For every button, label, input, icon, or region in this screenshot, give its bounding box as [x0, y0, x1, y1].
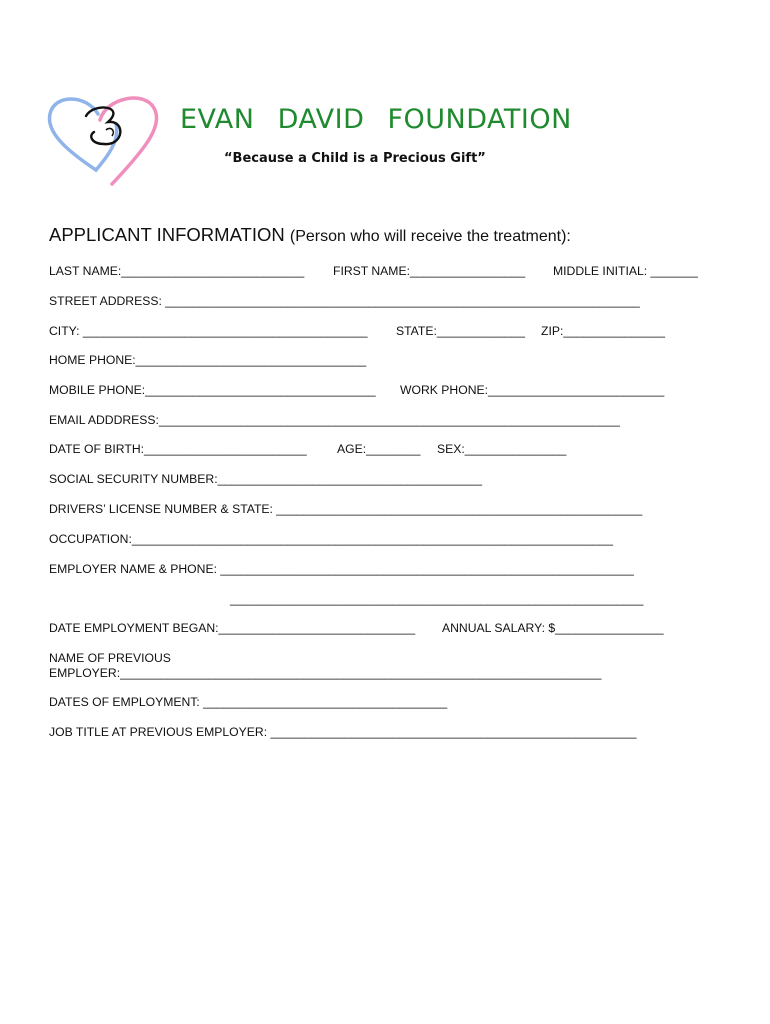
section-heading: [49, 224, 571, 246]
city-field[interactable]: CITY: __________________________________________: [49, 324, 368, 338]
org-name-word: FOUNDATION: [387, 104, 572, 135]
date-of-birth-field[interactable]: DATE OF BIRTH:________________________: [49, 442, 307, 456]
email-field[interactable]: EMAIL ADDDRESS:____________________________________________________________________: [49, 413, 620, 427]
street-address-field[interactable]: STREET ADDRESS: ______________________________________________________________________: [49, 294, 640, 308]
previous-employer-label: NAME OF PREVIOUS: [49, 651, 171, 665]
age-field[interactable]: AGE:________: [337, 442, 421, 456]
org-name-word: EVAN: [180, 104, 255, 135]
mobile-phone-field[interactable]: MOBILE PHONE:__________________________________: [49, 383, 376, 397]
first-name-field[interactable]: FIRST NAME:_________________: [333, 264, 526, 278]
last-name-field[interactable]: LAST NAME:___________________________: [49, 264, 305, 278]
state-field[interactable]: STATE:_____________: [396, 324, 525, 338]
employer-name-phone-field[interactable]: EMPLOYER NAME & PHONE: _____________________________________________________________: [49, 562, 634, 576]
organization-name: [180, 104, 572, 135]
date-employment-began-field[interactable]: DATE EMPLOYMENT BEGAN:_____________________________: [49, 621, 416, 635]
tagline: “Because a Child is a Precious Gift”: [224, 151, 486, 166]
sex-field[interactable]: SEX:_______________: [437, 442, 567, 456]
work-phone-field[interactable]: WORK PHONE:__________________________: [400, 383, 665, 397]
ssn-field[interactable]: SOCIAL SECURITY NUMBER:_______________________________________: [49, 472, 482, 486]
drivers-license-field[interactable]: DRIVERS’ LICENSE NUMBER & STATE: ______________________________________________________: [49, 502, 643, 516]
occupation-field[interactable]: OCCUPATION:_______________________________________________________________________: [49, 532, 614, 546]
dates-of-employment-field[interactable]: DATES OF EMPLOYMENT: ____________________________________: [49, 695, 448, 709]
home-phone-field[interactable]: HOME PHONE:__________________________________: [49, 353, 367, 367]
employer-name-phone-continued-field[interactable]: _____________________________________________________________: [230, 592, 644, 606]
middle-initial-field[interactable]: MIDDLE INITIAL: _______: [553, 264, 698, 278]
previous-employer-field[interactable]: EMPLOYER:_______________________________________________________________________: [49, 666, 602, 680]
previous-job-title-field[interactable]: JOB TITLE AT PREVIOUS EMPLOYER: ______________________________________________________: [49, 725, 637, 739]
zip-field[interactable]: ZIP:_______________: [541, 324, 666, 338]
annual-salary-field[interactable]: ANNUAL SALARY: $________________: [442, 621, 664, 635]
org-name-word: DAVID: [277, 104, 365, 135]
hearts-mother-child-logo: [46, 92, 172, 188]
section-subtitle: (Person who will receive the treatment):: [289, 228, 571, 245]
section-title: APPLICANT INFORMATION: [49, 224, 285, 245]
